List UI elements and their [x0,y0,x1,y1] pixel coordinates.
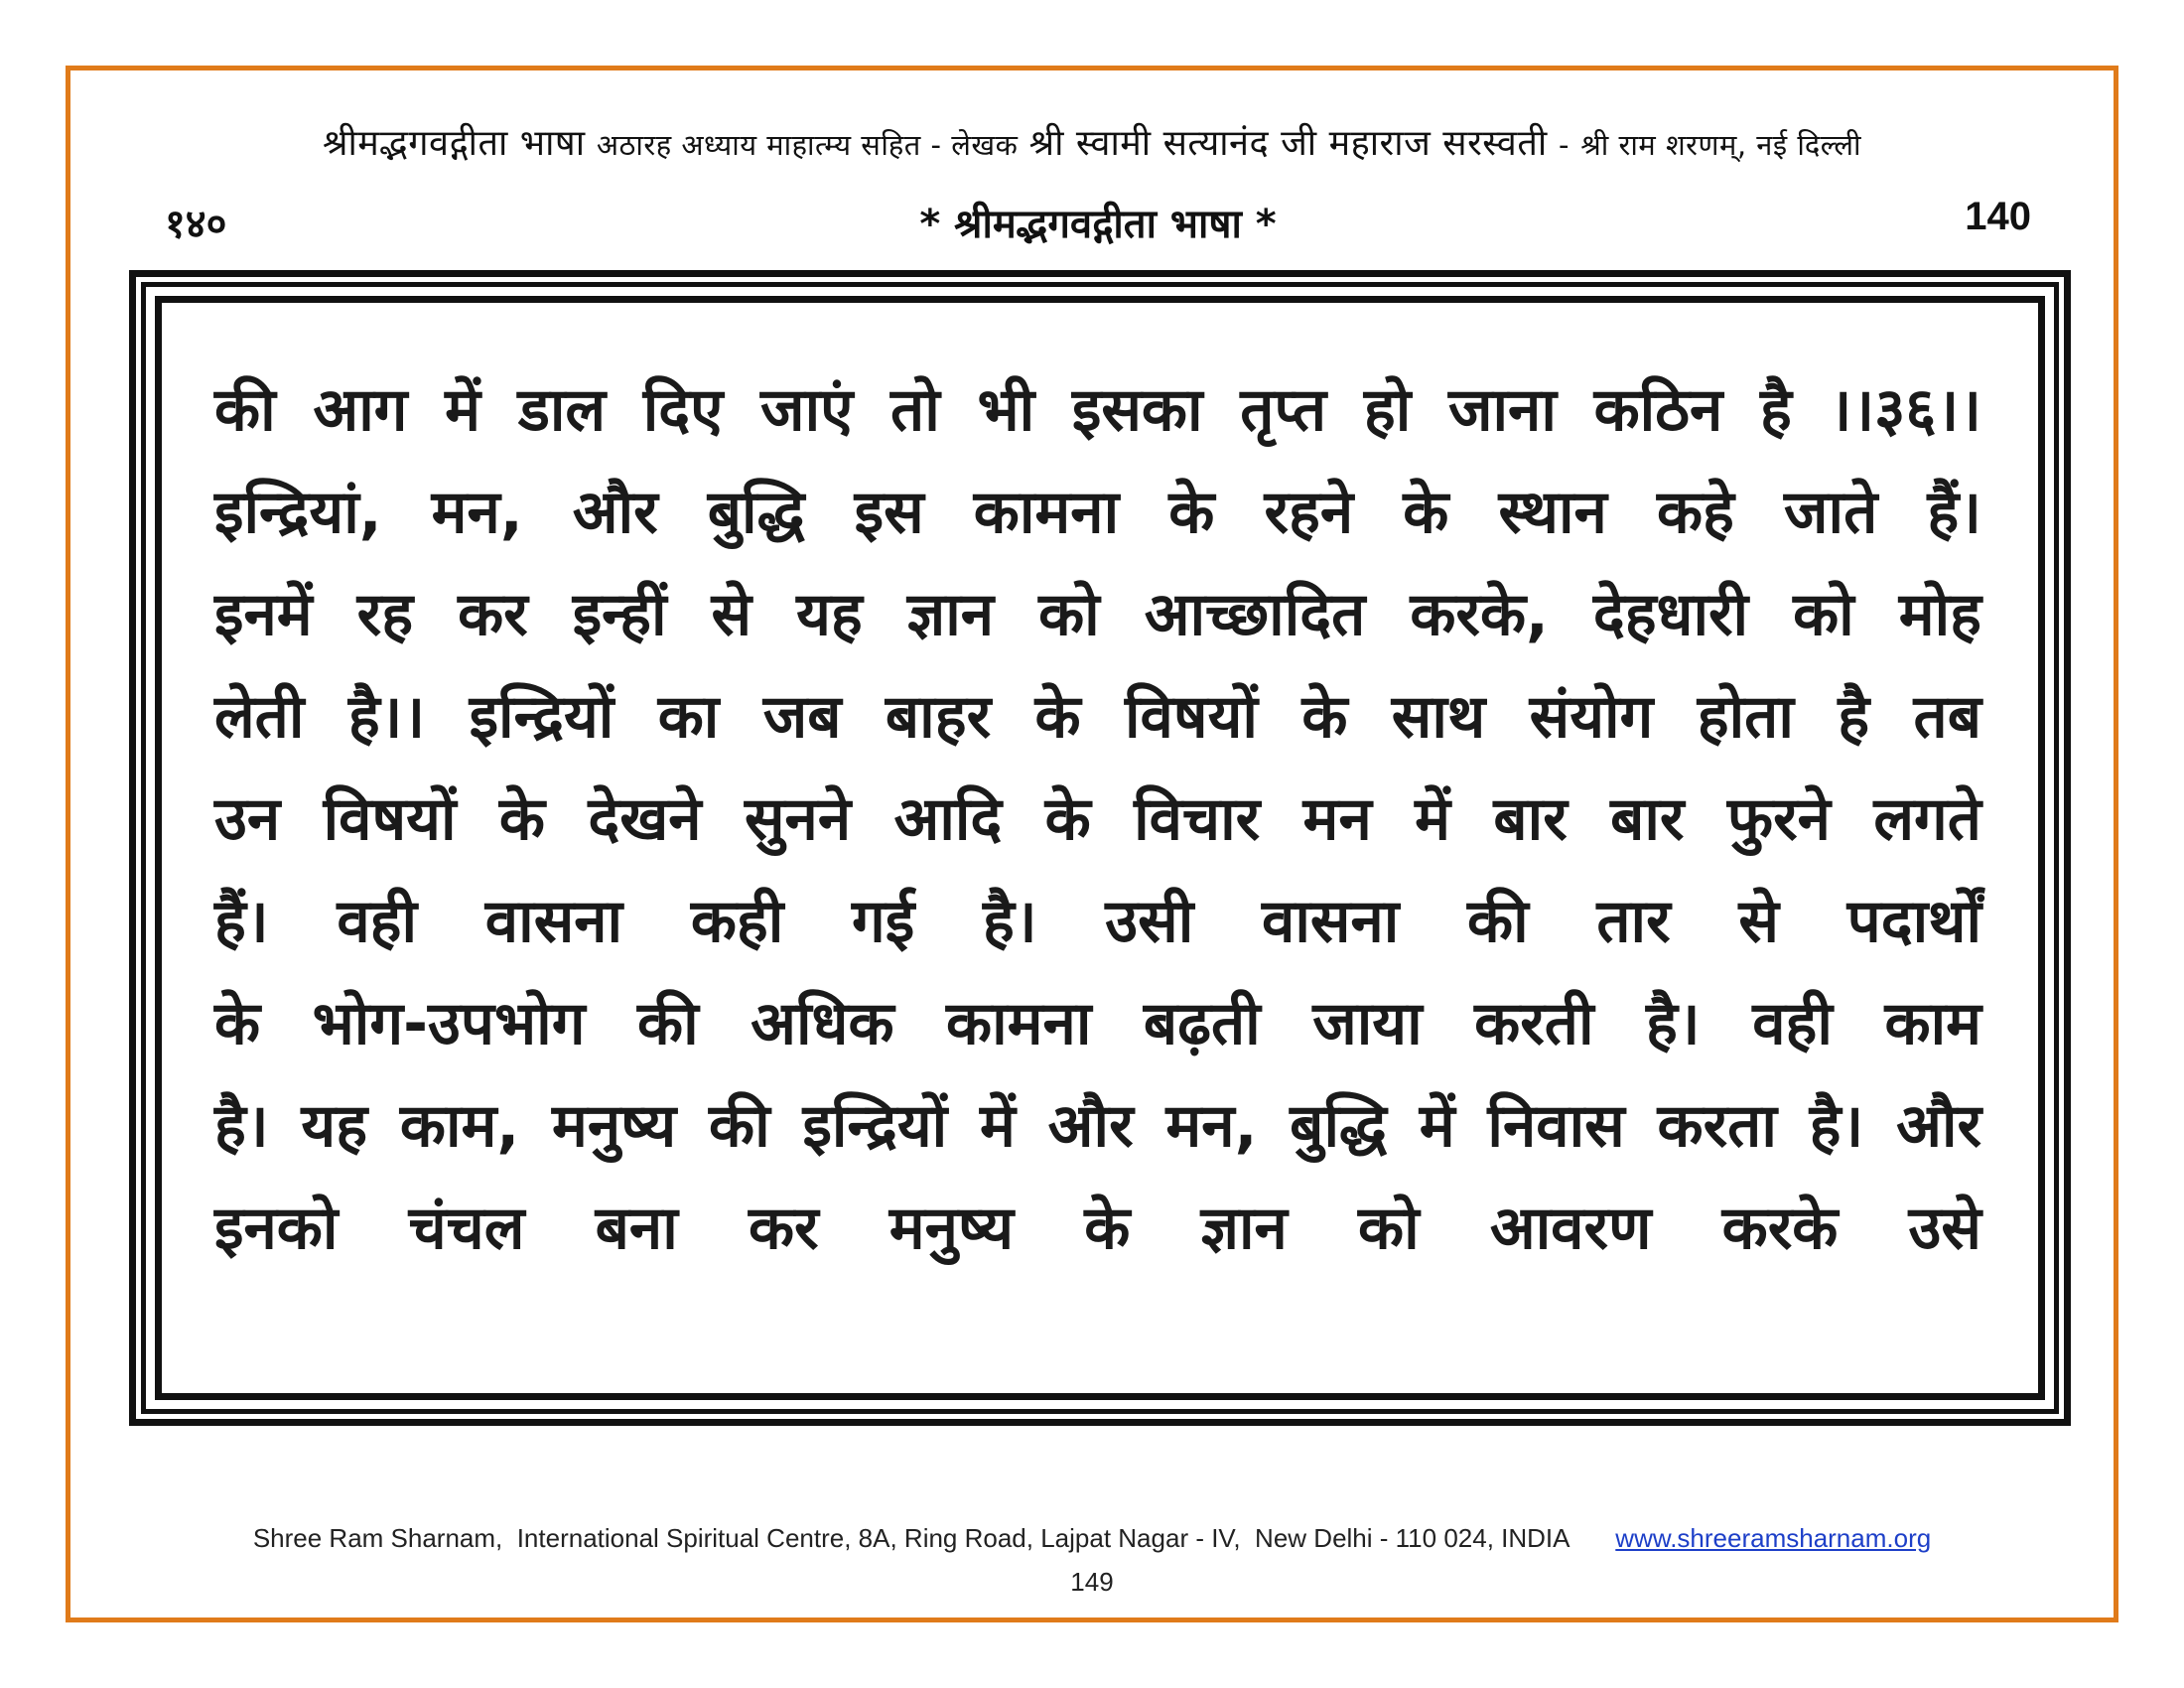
page-number-latin: 140 [1965,195,2031,238]
verse-text-block [214,359,1981,1280]
header-separator: - [1558,128,1570,162]
verse-line: हैं। वही वासना कही गई है। उसी वासना की तार से पदार्थों [214,887,1981,956]
verse-line: उन विषयों के देखने सुनने आदि के विचार मन में बार बार फुरने लगते [214,784,1981,854]
publisher-name: श्री राम शरणम्, नई दिल्ली [1580,128,1862,162]
verse-line: इन्द्रियां, मन, और बुद्धि इस कामना के रहने के स्थान कहे जाते हैं। [214,478,1981,547]
verse-line: लेती है।। इन्द्रियों का जब बाहर के विषयों के साथ संयोग होता है तब [214,682,1981,752]
verse-line: इनमें रह कर इन्हीं से यह ज्ञान को आच्छादित करके, देहधारी को मोह [214,580,1981,649]
page-head [165,195,2031,254]
verse-line: के भोग-उपभोग की अधिक कामना बढ़ती जाया करती है। वही काम [214,989,1981,1058]
author-name: श्री स्वामी सत्यानंद जी महाराज सरस्वती [1028,123,1548,164]
book-header [66,117,2118,166]
page-number-devanagari: १४० [165,202,227,247]
running-title: * श्रीमद्भगवद्गीता भाषा * [919,202,1277,247]
verse-line: है। यह काम, मनुष्य की इन्द्रियों में और मन, बुद्धि में निवास करता है। और [214,1091,1981,1161]
verse-line: इनको चंचल बना कर मनुष्य के ज्ञान को आवरण करके उसे [214,1194,1981,1263]
website-link[interactable]: www.shreeramsharnam.org [1615,1523,1932,1553]
footer-address: Shree Ram Sharnam, International Spiritual Centre, 8A, Ring Road, Lajpat Nagar - IV, New Delhi - 110 024, INDIA [252,1523,1570,1553]
book-title: श्रीमद्भगवद्गीता भाषा [322,123,586,164]
footer-page-number: 149 [1070,1567,1114,1597]
footer [66,1523,2118,1554]
verse-line: की आग में डाल दिए जाएं तो भी इसका तृप्त हो जाना कठिन है ।।३६।। [214,375,1981,445]
book-subtitle: अठारह अध्याय माहात्म्य सहित - लेखक [596,128,1019,162]
